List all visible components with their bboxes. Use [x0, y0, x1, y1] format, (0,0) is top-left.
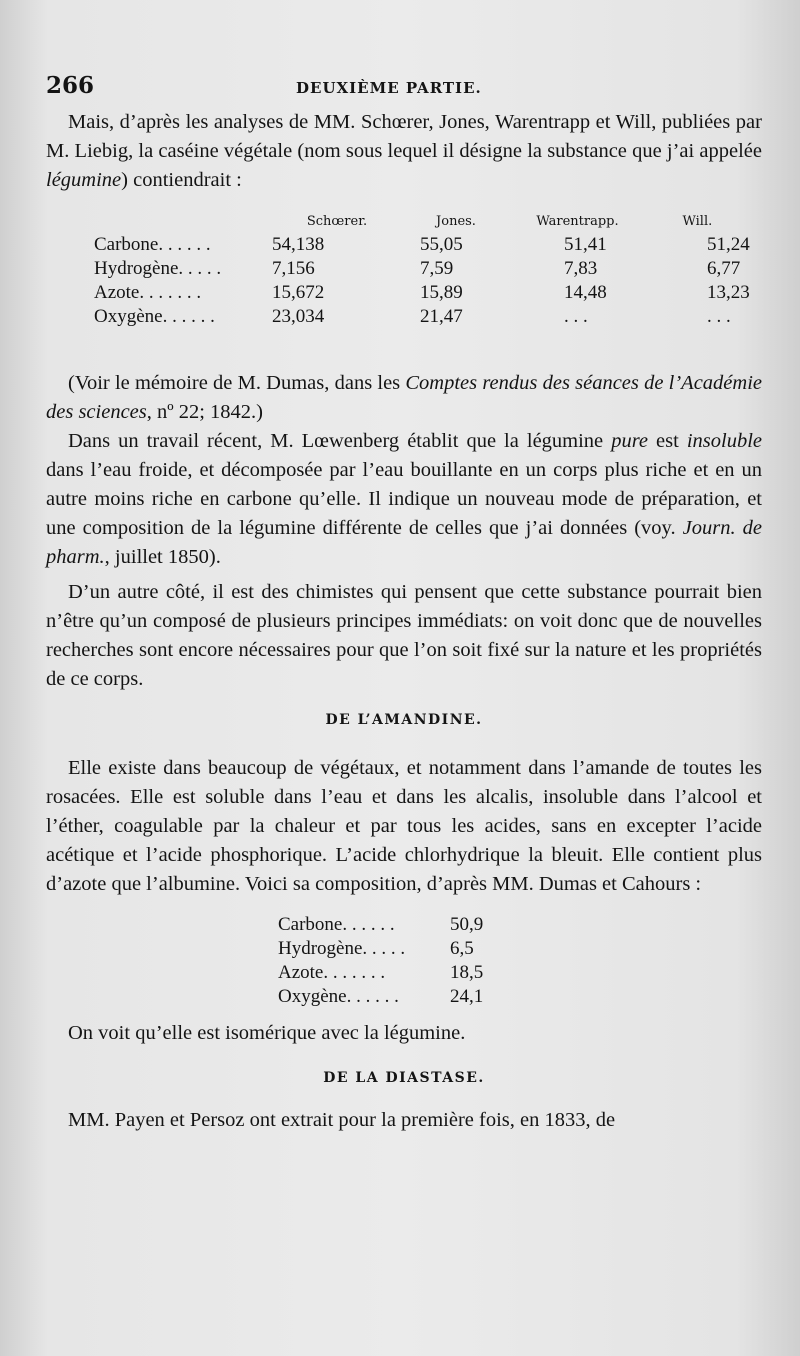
value-cell: 13,23	[707, 282, 750, 303]
reference-paragraph	[46, 369, 762, 427]
isomeric-paragraph: On voit qu’elle est isomérique avec la légumine.	[68, 1022, 466, 1044]
section-title-diastase: DE LA DIASTASE.	[323, 1070, 485, 1086]
value-cell: 7,83	[564, 258, 598, 279]
ref-text-2: , nº 22; 1842.)	[146, 401, 264, 423]
loew-emphasis-1: pure	[611, 430, 649, 452]
element-name: Oxygène. . . . . .	[278, 986, 399, 1007]
value-cell: 21,47	[420, 306, 463, 327]
analysis-table	[94, 213, 750, 329]
ref-emphasis: Comptes rendus des séances de l’Académie des sciences	[46, 372, 763, 423]
element-name: Hydrogène. . . . .	[278, 938, 406, 959]
table-row	[278, 937, 483, 961]
value-cell: 15,89	[420, 282, 463, 303]
table-row	[278, 961, 483, 985]
intro-text-2: ) contiendrait :	[121, 169, 242, 191]
table-row	[94, 257, 750, 281]
loew-emphasis-2: insoluble	[686, 430, 762, 452]
value-cell: 24,1	[450, 986, 484, 1007]
running-title: DEUXIÈME PARTIE.	[296, 79, 482, 97]
value-cell: 51,41	[564, 234, 607, 255]
value-cell: 7,59	[420, 258, 454, 279]
intro-emphasis: légumine	[46, 169, 122, 191]
table-row	[94, 305, 750, 329]
intro-paragraph	[46, 108, 762, 195]
table-row	[278, 985, 483, 1009]
value-cell: 51,24	[707, 234, 750, 255]
loew-emphasis-3: Journ. de pharm.	[46, 517, 762, 568]
element-name: Carbone. . . . . .	[278, 914, 395, 935]
value-cell: . . .	[707, 306, 731, 327]
value-cell: 50,9	[450, 914, 484, 935]
value-cell: 6,77	[707, 258, 741, 279]
analysis-header-jones: Jones.	[436, 213, 476, 229]
ref-text-1: (Voir le mémoire de M. Dumas, dans les	[68, 372, 406, 394]
value-cell: 18,5	[450, 962, 484, 983]
value-cell: 23,034	[272, 306, 325, 327]
value-cell: . . .	[564, 306, 588, 327]
section-title-amandine: DE L’AMANDINE.	[325, 712, 483, 728]
analysis-header-will: Will.	[682, 213, 713, 229]
element-name: Hydrogène. . . . .	[94, 258, 222, 279]
table-row	[94, 281, 750, 305]
loewenberg-paragraph	[46, 427, 762, 572]
loew-text-3: dans l’eau froide, et décomposée par l’eau bouillante en un corps plus riche et en un autre moins riche en carbone qu’elle. Il indique un nouveau mode de préparation, et une composition de la légumine différente de celles que j’ai données (voy.	[46, 459, 762, 539]
value-cell: 7,156	[272, 258, 315, 279]
analysis-header-row	[94, 213, 750, 233]
value-cell: 54,138	[272, 234, 325, 255]
table-row	[278, 913, 483, 937]
diastase-paragraph: MM. Payen et Persoz ont extrait pour la première fois, en 1833, de	[68, 1109, 616, 1131]
intro-text-1: Mais, d’après les analyses de MM. Schœrer, Jones, Warentrapp et Will, publiées par M. Liebig, la caséine végétale (nom sous lequel il désigne la substance que j’ai appelée	[46, 111, 762, 162]
other-chemists-paragraph: D’un autre côté, il est des chimistes qui pensent que cette substance pourrait bien n’être qu’un composé de plusieurs principes immédiats: on voit donc que de nouvelles recherches sont encore nécessaires pour que l’on soit fixé sur la nature et les propriétés de ce corps.	[46, 581, 762, 690]
element-name: Azote. . . . . . .	[278, 962, 386, 983]
loew-text-1: Dans un travail récent, M. Lœwenberg établit que la légumine	[68, 430, 612, 452]
analysis-header-warentrapp: Warentrapp.	[536, 213, 619, 229]
page-header	[46, 72, 762, 108]
table-row	[94, 233, 750, 257]
loew-text-2: est	[648, 430, 687, 452]
value-cell: 6,5	[450, 938, 474, 959]
analysis-header-schoerer: Schœrer.	[306, 213, 368, 229]
value-cell: 55,05	[420, 234, 463, 255]
value-cell: 14,48	[564, 282, 607, 303]
element-name: Oxygène. . . . . .	[94, 306, 215, 327]
element-name: Azote. . . . . . .	[94, 282, 202, 303]
amandine-composition-table	[278, 913, 483, 1009]
element-name: Carbone. . . . . .	[94, 234, 211, 255]
analysis-header-spacer	[94, 213, 272, 233]
value-cell: 15,672	[272, 282, 325, 303]
amandine-paragraph: Elle existe dans beaucoup de végétaux, et notamment dans l’amande de toutes les rosacées. Elle est soluble dans l’eau et dans les alcalis, insoluble dans l’alcool et l’éther, coagulable par la chaleur et par tous les acides, sans en excepter l’acide acétique et l’acide phosphorique. L’acide chlorhydrique la bleuit. Elle contient plus d’azote que l’albumine. Voici sa composition, d’après MM. Dumas et Cahours :	[46, 757, 762, 895]
page-number: 266	[46, 72, 95, 99]
loew-text-4: , juillet 1850).	[104, 546, 221, 568]
